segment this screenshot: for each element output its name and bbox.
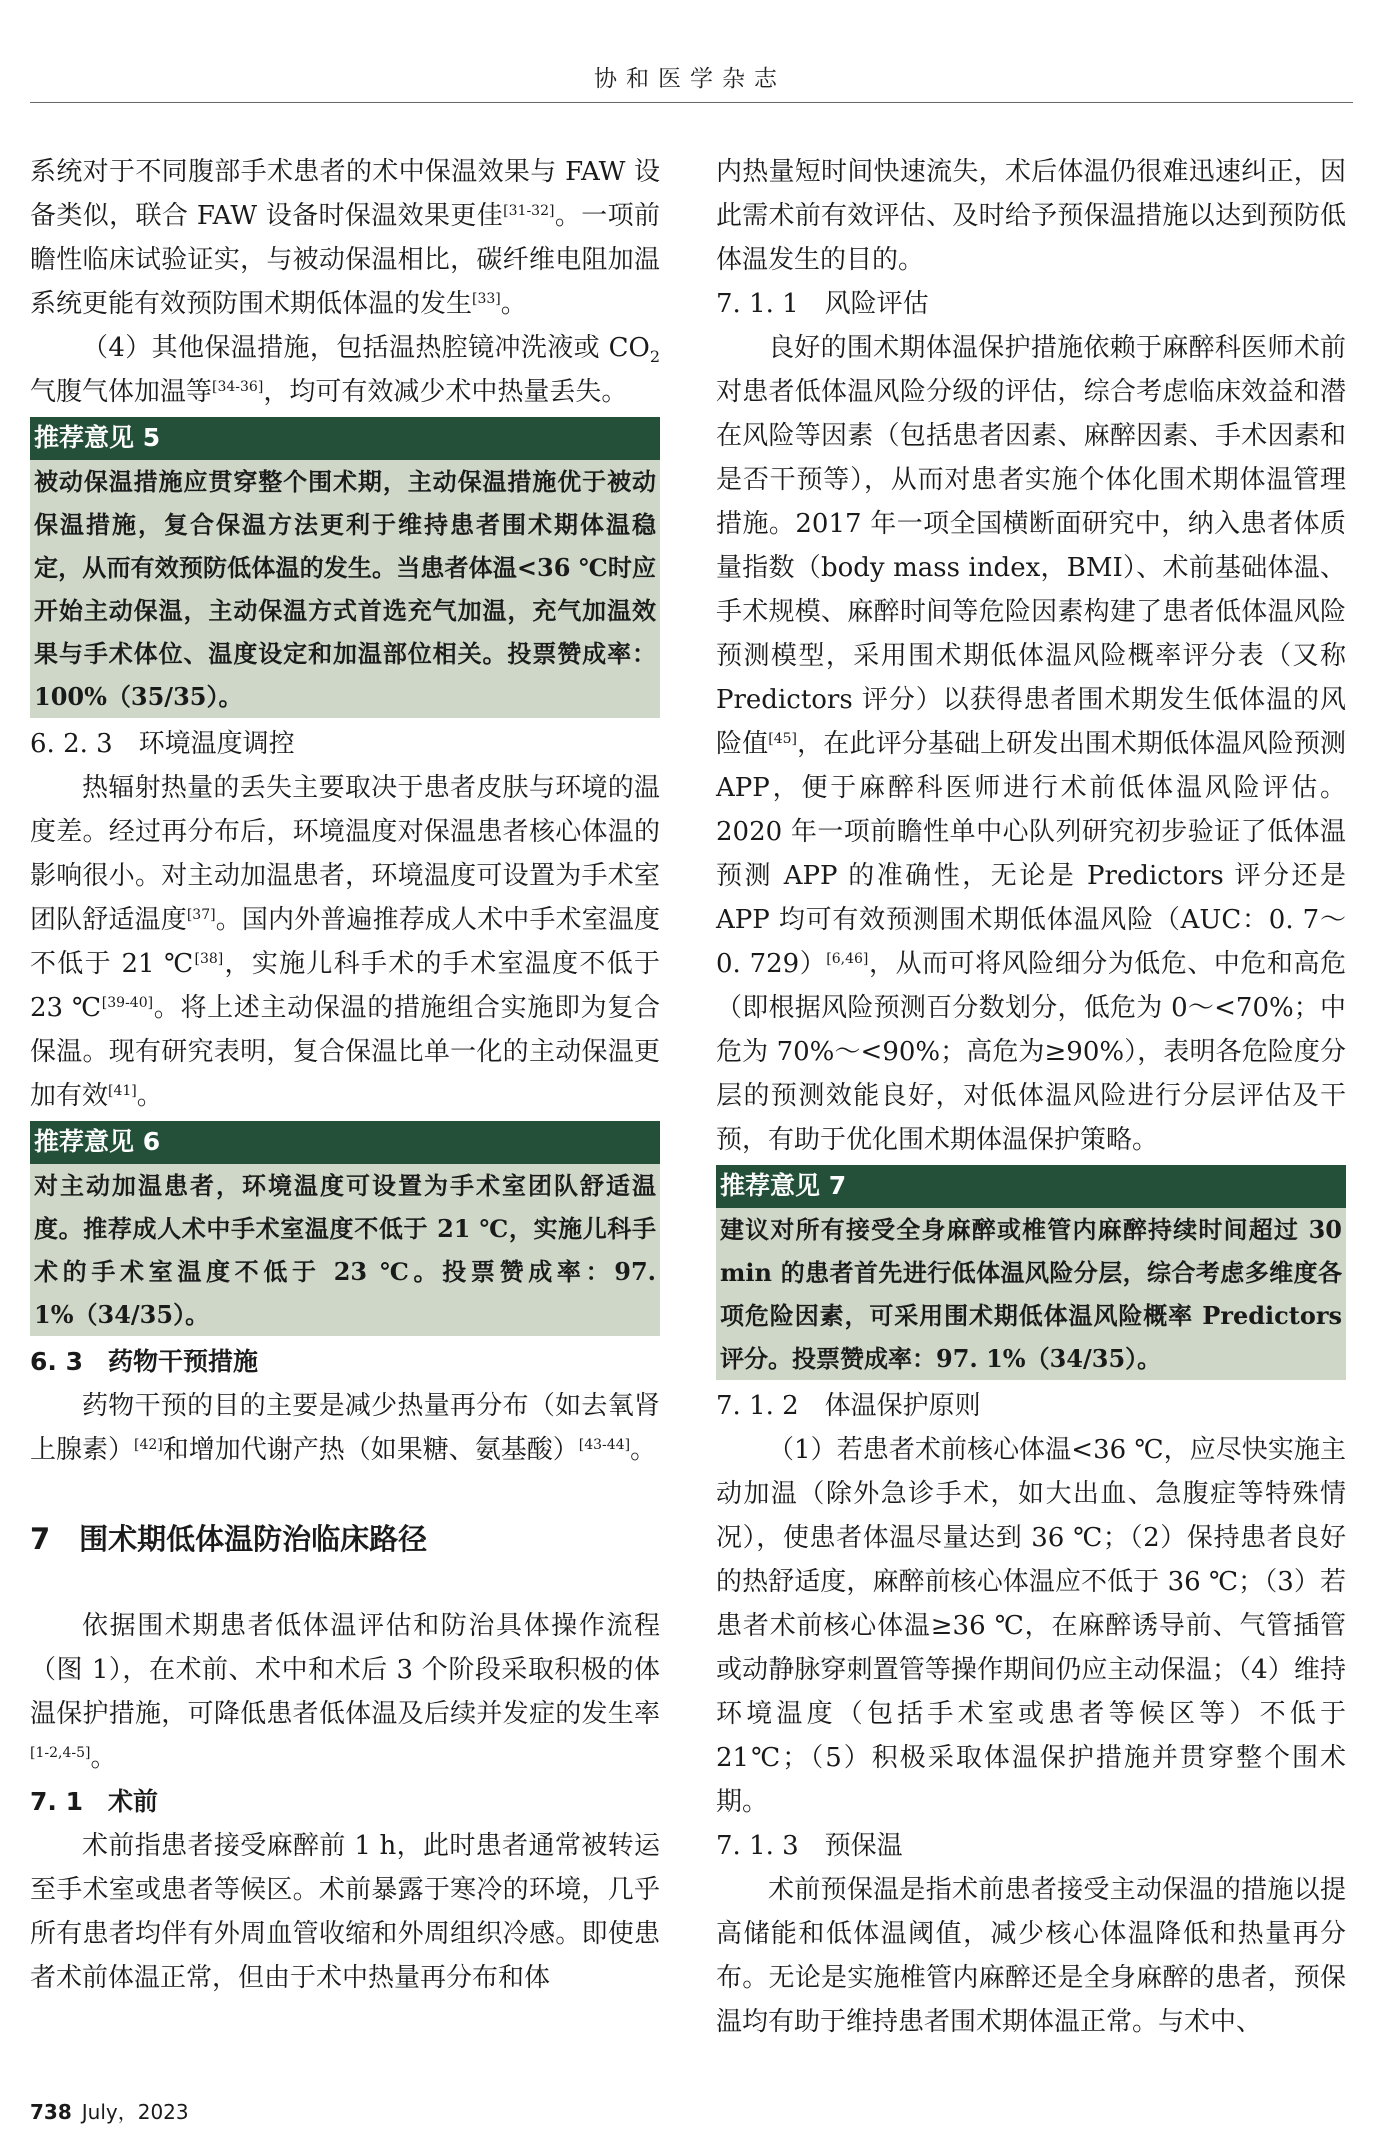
page-number: 738: [30, 2100, 72, 2124]
recommendation-6-body: 对主动加温患者，环境温度可设置为手术室团队舒适温度。推荐成人术中手术室温度不低于 21 ℃，实施儿科手术的手术室温度不低于 23 ℃。投票赞成率：97. 1%（34/35）。: [30, 1164, 660, 1336]
subsection-heading: 7. 1. 3 预保温: [716, 1831, 903, 1861]
left-column: [30, 150, 660, 2000]
recommendation-7-title: 推荐意见 7: [716, 1165, 1346, 1208]
citation: [41]: [108, 1083, 137, 1099]
citation: [31-32]: [503, 203, 555, 219]
paragraph: 内热量短时间快速流失，术后体温仍很难迅速纠正，因此需术前有效评估、及时给予预保温措施以达到预防低体温发生的目的。: [716, 157, 1346, 275]
section-heading: 7. 1 术前: [30, 1787, 158, 1816]
journal-header: 协和医学杂志: [594, 66, 786, 92]
citation: [1-2,4-5]: [30, 1745, 91, 1761]
citation: [33]: [472, 291, 501, 307]
paragraph: （1）若患者术前核心体温<36 ℃，应尽快实施主动加温（除外急诊手术，如大出血、急腹症等特殊情况），使患者体温尽量达到 36 ℃；（2）保持患者良好的热舒适度，麻醉前核心体温应不低于 36 ℃；（3）若患者术前核心体温≥36 ℃，在麻醉诱导前、气管插管或动静脉穿刺置管等操作期间仍应主动保温；（4）维持环境温度（包括手术室或患者等候区等）不低于 21℃；（5）积极采取体温保护措施并贯穿整个围术期。: [716, 1435, 1346, 1817]
citation: [45]: [768, 731, 798, 747]
citation: [34-36]: [212, 379, 264, 395]
recommendation-5-body: 被动保温措施应贯穿整个围术期，主动保温措施优于被动保温措施，复合保温方法更利于维持患者围术期体温稳定，从而有效预防低体温的发生。当患者体温<36 ℃时应开始主动保温，主动保温方式首选充气加温，充气加温效果与手术体位、温度设定和加温部位相关。投票赞成率：100%（35/35）。: [30, 460, 660, 718]
right-column: [716, 150, 1346, 2044]
citation: [38]: [194, 951, 224, 967]
paragraph: 系统对于不同腹部手术患者的术中保温效果与 FAW 设备类似，联合 FAW 设备时保温效果更佳[31-32]。一项前瞻性临床试验证实，与被动保温相比，碳纤维电阻加温系统更能有效预防围术期低体温的发生[33]。: [30, 157, 660, 319]
citation: [43-44]: [578, 1437, 631, 1453]
paragraph: 热辐射热量的丢失主要取决于患者皮肤与环境的温度差。经过再分布后，环境温度对保温患者核心体温的影响很小。对主动加温患者，环境温度可设置为手术室团队舒适温度[37]。国内外普遍推荐成人术中手术室温度不低于 21 ℃[38]，实施儿科手术的手术室温度不低于 23 ℃[39-40]。将上述主动保温的措施组合实施即为复合保温。现有研究表明，复合保温比单一化的主动保温更加有效[41]。: [30, 773, 660, 1111]
citation: [6,46]: [826, 951, 869, 967]
subsection-heading: 7. 1. 1 风险评估: [716, 289, 929, 319]
section-heading: 6. 3 药物干预措施: [30, 1347, 258, 1376]
paragraph: （4）其他保温措施，包括温热腔镜冲洗液或 $CO_2$ 气腹气体加温等[34-36]，均可有效减少术中热量丢失。: [30, 333, 660, 407]
paragraph: 药物干预的目的主要是减少热量再分布（如去氧肾上腺素）[42]和增加代谢产热（如果糖、氨基酸）[43-44]。: [30, 1391, 660, 1465]
recommendation-5-title: 推荐意见 5: [30, 417, 660, 460]
citation: [37]: [186, 907, 216, 923]
recommendation-7-body: 建议对所有接受全身麻醉或椎管内麻醉持续时间超过 30 min 的患者首先进行低体温风险分层，综合考虑多维度各项危险因素，可采用围术期低体温风险概率 Predictors 评分。投票赞成率：97. 1%（34/35）。: [716, 1208, 1346, 1380]
citation: [42]: [134, 1437, 163, 1453]
subsection-heading: 7. 1. 2 体温保护原则: [716, 1391, 981, 1421]
subsection-heading: 6. 2. 3 环境温度调控: [30, 729, 295, 759]
issue-date: July，2023: [81, 2100, 189, 2124]
recommendation-6-title: 推荐意见 6: [30, 1121, 660, 1164]
chapter-heading: 7 围术期低体温防治临床路径: [30, 1522, 428, 1556]
paragraph: 依据围术期患者低体温评估和防治具体操作流程（图 1），在术前、术中和术后 3 个阶段采取积极的体温保护措施，可降低患者低体温及后续并发症的发生率[1-2,4-5]。: [30, 1611, 660, 1773]
paragraph: 良好的围术期体温保护措施依赖于麻醉科医师术前对患者低体温风险分级的评估，综合考虑临床效益和潜在风险等因素（包括患者因素、麻醉因素、手术因素和是否干预等），从而对患者实施个体化围术期体温管理措施。2017 年一项全国横断面研究中，纳入患者体质量指数（body mass index，BMI）、术前基础体温、手术规模、麻醉时间等危险因素构建了患者低体温风险预测模型，采用围术期低体温风险概率评分表（又称 Predictors 评分）以获得患者围术期发生低体温的风险值[45]，在此评分基础上研发出围术期低体温风险预测 APP，便于麻醉科医师进行术前低体温风险评估。2020 年一项前瞻性单中心队列研究初步验证了低体温预测 APP 的准确性，无论是 Predictors 评分还是 APP 均可有效预测围术期低体温风险（AUC：0. 7～0. 729）[6,46]，从而可将风险细分为低危、中危和高危（即根据风险预测百分数划分，低危为 0～<70%；中危为 70%～<90%；高危为≥90%），表明各危险度分层的预测效能良好，对低体温风险进行分层评估及干预，有助于优化围术期体温保护策略。: [716, 333, 1346, 1155]
paragraph: 术前指患者接受麻醉前 1 h，此时患者通常被转运至手术室或患者等候区。术前暴露于寒冷的环境，几乎所有患者均伴有外周血管收缩和外周组织冷感。即使患者术前体温正常，但由于术中热量再分布和体: [30, 1831, 660, 1993]
page-footer: [30, 2096, 189, 2125]
paragraph: 术前预保温是指术前患者接受主动保温的措施以提高储能和低体温阈值，减少核心体温降低和热量再分布。无论是实施椎管内麻醉还是全身麻醉的患者，预保温均有助于维持患者围术期体温正常。与术中、: [716, 1875, 1346, 2037]
citation: [39-40]: [101, 995, 154, 1011]
header-rule: [30, 102, 1353, 103]
